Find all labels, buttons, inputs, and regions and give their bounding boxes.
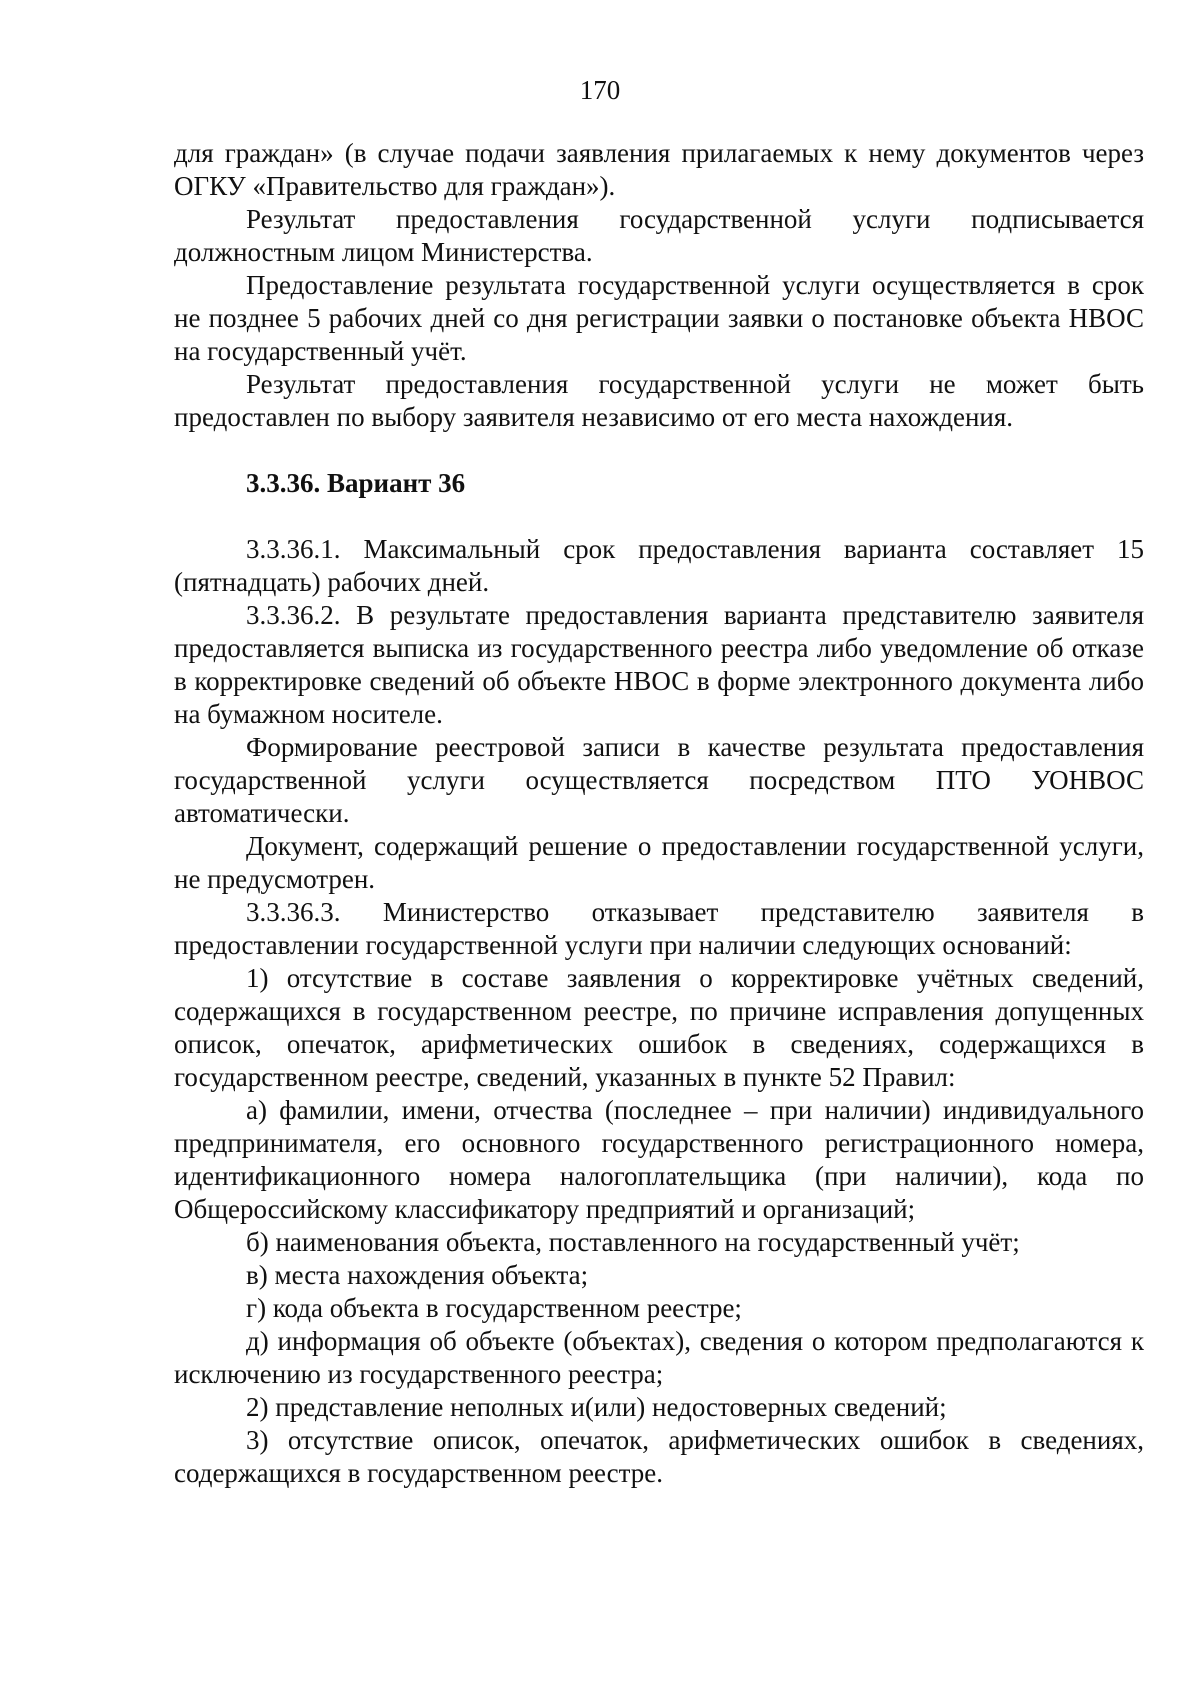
- list-item-b: б) наименования объекта, поставленного на государственный учёт;: [246, 1227, 1020, 1257]
- list-item-g: г) кода объекта в государственном реестре;: [246, 1293, 742, 1323]
- paragraph-3-3-36-2: 3.3.36.2. В результате предоставления варианта представителю заявителя предоставляется выписка из государственного реестра либо уведомление об отказе в корректировке сведений об объекте НВОС в форме электронного документа либо на бумажном носителе.: [174, 600, 1144, 729]
- list-item-2: 2) представление неполных и(или) недостоверных сведений;: [246, 1392, 947, 1422]
- paragraph-result-signed: Результат предоставления государственной услуги подписывается должностным лицом Министерства.: [174, 204, 1144, 267]
- paragraph-result-term: Предоставление результата государственной услуги осуществляется в срок не позднее 5 рабочих дней со дня регистрации заявки о постановке объекта НВОС на государственный учёт.: [174, 270, 1144, 366]
- document-body: [174, 137, 1144, 1490]
- paragraph-registry-record: Формирование реестровой записи в качестве результата предоставления государственной услуги осуществляется посредством ПТО УОНВОС автоматически.: [174, 732, 1144, 828]
- paragraph-continued: для граждан» (в случае подачи заявления прилагаемых к нему документов через ОГКУ «Правительство для граждан»).: [174, 138, 1144, 201]
- paragraph-decision-document: Документ, содержащий решение о предоставлении государственной услуги, не предусмотрен.: [174, 831, 1144, 894]
- list-item-d: д) информация об объекте (объектах), сведения о котором предполагаются к исключению из государственного реестра;: [174, 1326, 1144, 1389]
- list-item-1: 1) отсутствие в составе заявления о корректировке учётных сведений, содержащихся в государственном реестре, по причине исправления допущенных описок, опечаток, арифметических ошибок в сведениях, содержащихся в государственном реестре, сведений, указанных в пункте 52 Правил:: [174, 963, 1144, 1092]
- list-item-3: 3) отсутствие описок, опечаток, арифметических ошибок в сведениях, содержащихся в государственном реестре.: [174, 1425, 1144, 1488]
- paragraph-3-3-36-1: 3.3.36.1. Максимальный срок предоставления варианта составляет 15 (пятнадцать) рабочих дней.: [174, 534, 1144, 597]
- list-item-a: а) фамилии, имени, отчества (последнее – при наличии) индивидуального предпринимателя, его основного государственного регистрационного номера, идентификационного номера налогоплательщика (при наличии), кода по Общероссийскому классификатору предприятий и организаций;: [174, 1095, 1144, 1224]
- page-number: 170: [579, 75, 621, 105]
- paragraph-result-location: Результат предоставления государственной услуги не может быть предоставлен по выбору заявителя независимо от его места нахождения.: [174, 369, 1144, 432]
- list-item-v: в) места нахождения объекта;: [246, 1260, 589, 1290]
- section-heading: 3.3.36. Вариант 36: [246, 468, 466, 498]
- paragraph-3-3-36-3: 3.3.36.3. Министерство отказывает представителю заявителя в предоставлении государственной услуги при наличии следующих оснований:: [174, 897, 1144, 960]
